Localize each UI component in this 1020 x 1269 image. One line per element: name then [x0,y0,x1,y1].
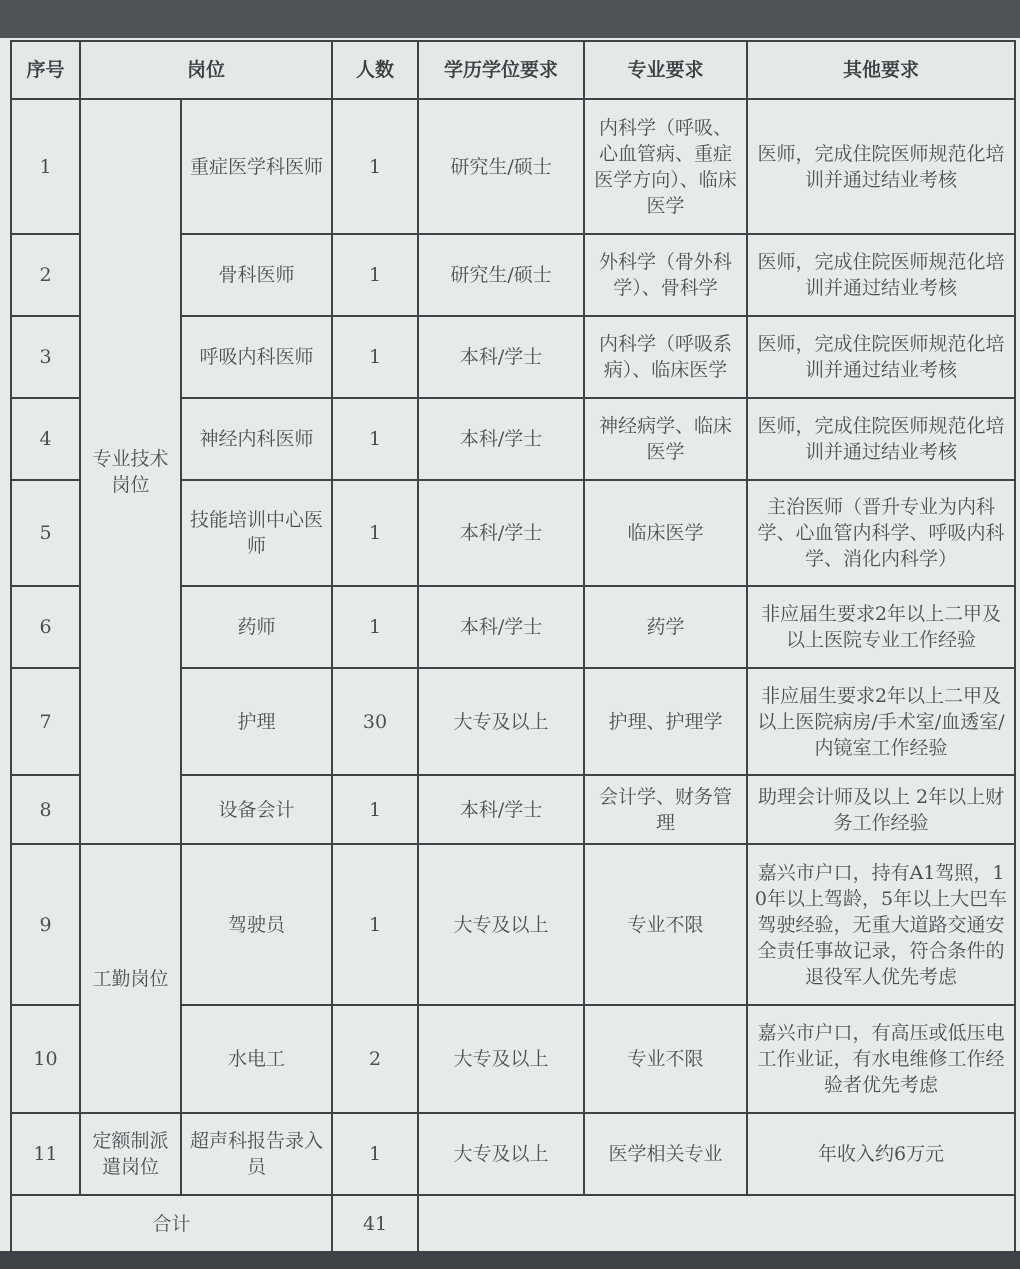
cell-count: 1 [332,775,418,844]
cell-major: 专业不限 [584,1005,747,1113]
cell-count: 2 [332,1005,418,1113]
cell-other: 嘉兴市户口，持有A1驾照，10年以上驾龄，5年以上大巴车驾驶经验，无重大道路交通安全责任事故记录，符合条件的退役军人优先考虑 [747,844,1015,1005]
cell-no: 9 [11,844,80,1005]
cell-count: 1 [332,316,418,398]
cell-degree: 大专及以上 [418,668,584,775]
header-position: 岗位 [80,41,332,99]
cell-degree: 本科/学士 [418,480,584,586]
cell-position: 骨科医师 [181,234,332,316]
cell-degree: 研究生/硕士 [418,234,584,316]
cell-other: 嘉兴市户口，有高压或低压电工作业证，有水电维修工作经验者优先考虑 [747,1005,1015,1113]
header-degree: 学历学位要求 [418,41,584,99]
cell-position: 护理 [181,668,332,775]
category-logistics: 工勤岗位 [80,844,181,1113]
table-row [11,99,1015,234]
cell-position: 水电工 [181,1005,332,1113]
header-row [11,41,1015,99]
cell-count: 1 [332,844,418,1005]
cell-major: 会计学、财务管理 [584,775,747,844]
total-row [11,1195,1015,1253]
cell-other: 医师，完成住院医师规范化培训并通过结业考核 [747,398,1015,480]
cell-major: 内科学（呼吸、心血管病、重症医学方向）、临床医学 [584,99,747,234]
cell-other: 医师，完成住院医师规范化培训并通过结业考核 [747,99,1015,234]
cell-position: 重症医学科医师 [181,99,332,234]
cell-count: 1 [332,1113,418,1195]
cell-degree: 大专及以上 [418,1005,584,1113]
cell-count: 1 [332,586,418,668]
top-frame-bar [0,0,1020,38]
cell-major: 药学 [584,586,747,668]
cell-major: 护理、护理学 [584,668,747,775]
table-row [11,1113,1015,1195]
total-label: 合计 [11,1195,332,1253]
header-no: 序号 [11,41,80,99]
cell-no: 4 [11,398,80,480]
cell-no: 8 [11,775,80,844]
cell-degree: 本科/学士 [418,316,584,398]
cell-other: 主治医师（晋升专业为内科学、心血管内科学、呼吸内科学、消化内科学） [747,480,1015,586]
cell-position: 驾驶员 [181,844,332,1005]
cell-other: 医师，完成住院医师规范化培训并通过结业考核 [747,316,1015,398]
cell-count: 30 [332,668,418,775]
cell-no: 11 [11,1113,80,1195]
cell-position: 技能培训中心医师 [181,480,332,586]
cell-degree: 本科/学士 [418,398,584,480]
category-tech: 专业技术岗位 [80,99,181,844]
cell-position: 药师 [181,586,332,668]
header-major: 专业要求 [584,41,747,99]
cell-other: 非应届生要求2年以上二甲及以上医院病房/手术室/血透室/内镜室工作经验 [747,668,1015,775]
cell-count: 1 [332,398,418,480]
cell-no: 5 [11,480,80,586]
cell-count: 1 [332,480,418,586]
cell-degree: 本科/学士 [418,586,584,668]
cell-other: 助理会计师及以上 2年以上财务工作经验 [747,775,1015,844]
category-dispatch: 定额制派遣岗位 [80,1113,181,1195]
cell-degree: 大专及以上 [418,844,584,1005]
cell-no: 7 [11,668,80,775]
cell-other: 年收入约6万元 [747,1113,1015,1195]
cell-position: 超声科报告录入员 [181,1113,332,1195]
recruitment-table [10,40,1016,1254]
total-count: 41 [332,1195,418,1253]
cell-degree: 研究生/硕士 [418,99,584,234]
cell-major: 医学相关专业 [584,1113,747,1195]
cell-major: 外科学（骨外科学）、骨科学 [584,234,747,316]
cell-major: 内科学（呼吸系病）、临床医学 [584,316,747,398]
cell-no: 1 [11,99,80,234]
cell-major: 专业不限 [584,844,747,1005]
cell-position: 神经内科医师 [181,398,332,480]
cell-no: 10 [11,1005,80,1113]
header-count: 人数 [332,41,418,99]
cell-other: 非应届生要求2年以上二甲及以上医院专业工作经验 [747,586,1015,668]
cell-no: 3 [11,316,80,398]
cell-position: 设备会计 [181,775,332,844]
cell-count: 1 [332,99,418,234]
cell-no: 6 [11,586,80,668]
cell-no: 2 [11,234,80,316]
cell-degree: 大专及以上 [418,1113,584,1195]
total-empty-cell [418,1195,1015,1253]
cell-position: 呼吸内科医师 [181,316,332,398]
cell-major: 临床医学 [584,480,747,586]
cell-other: 医师，完成住院医师规范化培训并通过结业考核 [747,234,1015,316]
cell-degree: 本科/学士 [418,775,584,844]
header-other: 其他要求 [747,41,1015,99]
cell-major: 神经病学、临床医学 [584,398,747,480]
cell-count: 1 [332,234,418,316]
table-row [11,844,1015,1005]
